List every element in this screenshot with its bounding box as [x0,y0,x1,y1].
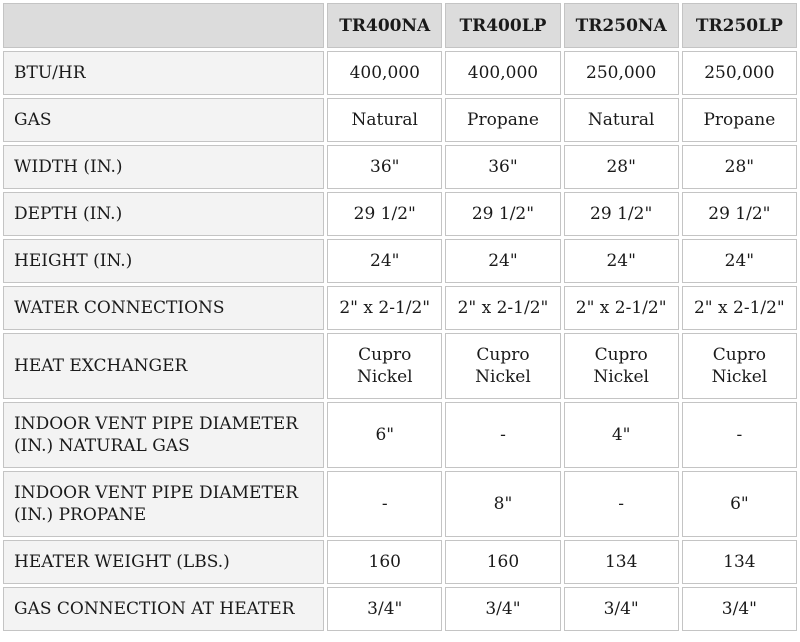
spec-value: 160 [445,540,560,584]
spec-value: 2" x 2-1/2" [327,286,442,330]
spec-value: 3/4" [682,587,797,631]
spec-row-vent-propane [3,471,797,537]
spec-table-body [3,3,797,631]
spec-row-gas-connection [3,587,797,631]
spec-row-heat-exchanger [3,333,797,399]
spec-value: 400,000 [445,51,560,95]
spec-value: - [682,402,797,468]
spec-value: 29 1/2" [564,192,679,236]
spec-value: 3/4" [327,587,442,631]
spec-value: Propane [445,98,560,142]
spec-label: BTU/HR [3,51,324,95]
spec-value: - [327,471,442,537]
spec-row-heater-weight [3,540,797,584]
spec-value: 6" [682,471,797,537]
spec-value: 2" x 2-1/2" [682,286,797,330]
spec-row-water-connections [3,286,797,330]
spec-row-height [3,239,797,283]
spec-value: 28" [682,145,797,189]
spec-label: INDOOR VENT PIPE DIAMETER (IN.) NATURAL GAS [3,402,324,468]
spec-value: 3/4" [445,587,560,631]
spec-value: Cupro Nickel [327,333,442,399]
spec-value: 4" [564,402,679,468]
model-header: TR400NA [327,3,442,48]
spec-label: GAS [3,98,324,142]
spec-row-gas [3,98,797,142]
spec-row-vent-natural-gas [3,402,797,468]
spec-value: Cupro Nickel [564,333,679,399]
spec-label: GAS CONNECTION AT HEATER [3,587,324,631]
spec-label: HEATER WEIGHT (LBS.) [3,540,324,584]
spec-value: 24" [327,239,442,283]
spec-label: WATER CONNECTIONS [3,286,324,330]
spec-value: 28" [564,145,679,189]
spec-value: 134 [564,540,679,584]
spec-value: Propane [682,98,797,142]
spec-value: 3/4" [564,587,679,631]
spec-value: 2" x 2-1/2" [445,286,560,330]
header-row [3,3,797,48]
spec-value: 6" [327,402,442,468]
spec-value: 8" [445,471,560,537]
spec-value: Cupro Nickel [445,333,560,399]
spec-value: 29 1/2" [327,192,442,236]
spec-value: 36" [445,145,560,189]
spec-value: 24" [564,239,679,283]
spec-value: 250,000 [564,51,679,95]
spec-value: 24" [682,239,797,283]
spec-value: 160 [327,540,442,584]
spec-label: INDOOR VENT PIPE DIAMETER (IN.) PROPANE [3,471,324,537]
spec-row-btu [3,51,797,95]
spec-value: 24" [445,239,560,283]
spec-value: 29 1/2" [682,192,797,236]
spec-row-depth [3,192,797,236]
spec-row-width [3,145,797,189]
spec-value: 36" [327,145,442,189]
spec-label: WIDTH (IN.) [3,145,324,189]
spec-value: Natural [564,98,679,142]
spec-label: HEAT EXCHANGER [3,333,324,399]
spec-value: 2" x 2-1/2" [564,286,679,330]
model-header: TR250LP [682,3,797,48]
spec-label: DEPTH (IN.) [3,192,324,236]
spec-value: 400,000 [327,51,442,95]
spec-value: - [445,402,560,468]
spec-label: HEIGHT (IN.) [3,239,324,283]
spec-value: Cupro Nickel [682,333,797,399]
model-header: TR400LP [445,3,560,48]
spec-value: 29 1/2" [445,192,560,236]
spec-value: - [564,471,679,537]
header-corner-cell [3,3,324,48]
model-header: TR250NA [564,3,679,48]
spec-value: Natural [327,98,442,142]
spec-value: 250,000 [682,51,797,95]
spec-value: 134 [682,540,797,584]
